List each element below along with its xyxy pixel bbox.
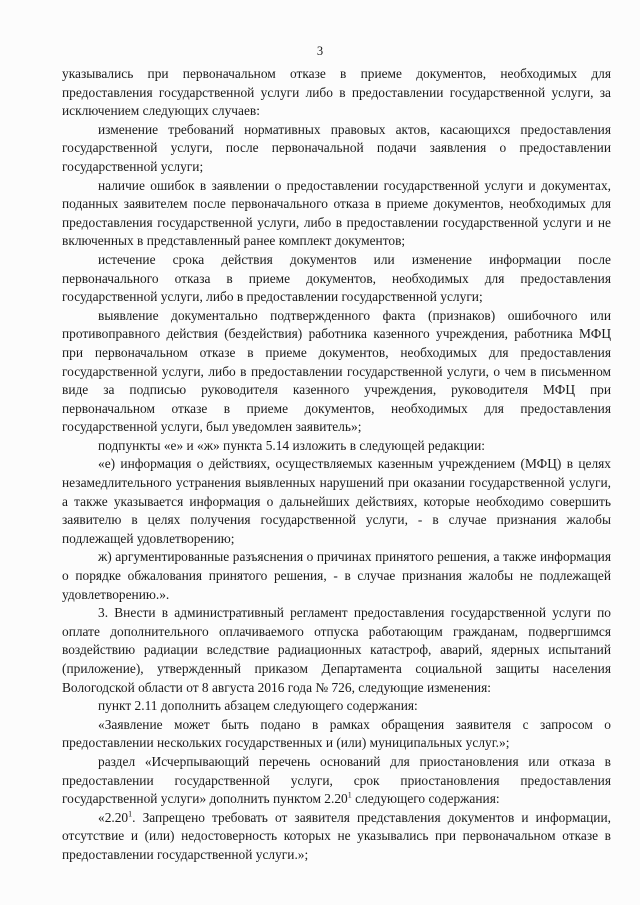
paragraph: пункт 2.11 дополнить абзацем следующего содержания:	[98, 698, 418, 714]
superscript: 1	[128, 809, 133, 819]
superscript: 1	[347, 790, 352, 800]
paragraph: 3. Внести в административный регламент предоставления государственной услуги по оплате дополнительного оплачиваемого отпуска работающим гражданам, подвергшимся воздействию радиации вследствие радиационных катастроф, аварий, ядерных испытаний (приложение), утвержденный приказом Департамента социальной защиты населения Вологодской области от 8 августа 2016 года № 726, следующие изменения:	[62, 605, 611, 695]
paragraph-text: раздел «Исчерпывающий перечень оснований для приостановления или отказа в предоставлении государственной услуги, срок приостановления предоставления государственной услуги» дополнить пунктом 2.20	[62, 753, 611, 807]
paragraph: указывались при первоначальном отказе в приеме документов, необходимых для предоставления государственной услуги либо в предоставлении государственной услуги, за исключением следующих случаев:	[62, 66, 611, 119]
paragraph: «Заявление может быть подано в рамках обращения заявителя с запросом о предоставлении нескольких государственных и (или) муниципальных услуг.»;	[62, 716, 611, 751]
paragraph-text: . Запрещено требовать от заявителя представления документов и информации, отсутствие и (или) недостоверность которых не указывались при первоначальном отказе в предоставлении государственной услуги.»;	[62, 809, 611, 862]
paragraph-text: следующего содержания:	[355, 791, 500, 807]
document-body	[62, 65, 611, 865]
paragraph: подпункты «е» и «ж» пункта 5.14 изложить в следующей редакции:	[98, 437, 485, 453]
paragraph: наличие ошибок в заявлении о предоставлении государственной услуги и документах, поданных заявителем после первоначального отказа в приеме документов, необходимых для предоставления государственной услуги, либо в предоставлении государственной услуги и не включенных в представленный ранее комплект документов;	[62, 177, 611, 249]
paragraph-text: «2.20	[98, 809, 129, 825]
paragraph: «е) информация о действиях, осуществляемых казенным учреждением (МФЦ) в целях незамедлительного устранения выявленных нарушений при оказании государственной услуги, а также указывается информация о дальнейших действиях, которые необходимо совершить заявителю в целях получения государственной услуги, - в случае признания жалобы подлежащей удовлетворению;	[62, 456, 611, 546]
paragraph	[62, 753, 611, 809]
paragraph: ж) аргументированные разъяснения о причинах принятого решения, а также информация о порядке обжалования принятого решения, - в случае признания жалобы не подлежащей удовлетворению.».	[62, 549, 611, 602]
paragraph	[62, 809, 611, 865]
paragraph: выявление документально подтвержденного факта (признаков) ошибочного или противоправного действия (бездействия) работника казенного учреждения, работника МФЦ при первоначальном отказе в приеме документов, необходимых для предоставления государственной услуги, либо в предоставлении государственной услуги, о чем в письменном виде за подписью руководителя казенного учреждения, руководителя МФЦ при первоначальном отказе в приеме документов, необходимых для предоставления государственной услуги, был уведомлен заявитель»;	[62, 307, 611, 435]
paragraph: изменение требований нормативных правовых актов, касающихся предоставления государственной услуги, после первоначальной подачи заявления о предоставлении государственной услуги;	[62, 121, 611, 174]
paragraph: истечение срока действия документов или изменение информации после первоначального отказа в приеме документов, необходимых для предоставления государственной услуги, либо в предоставлении государственной услуги;	[62, 251, 611, 305]
page-number: 3	[316, 44, 324, 58]
